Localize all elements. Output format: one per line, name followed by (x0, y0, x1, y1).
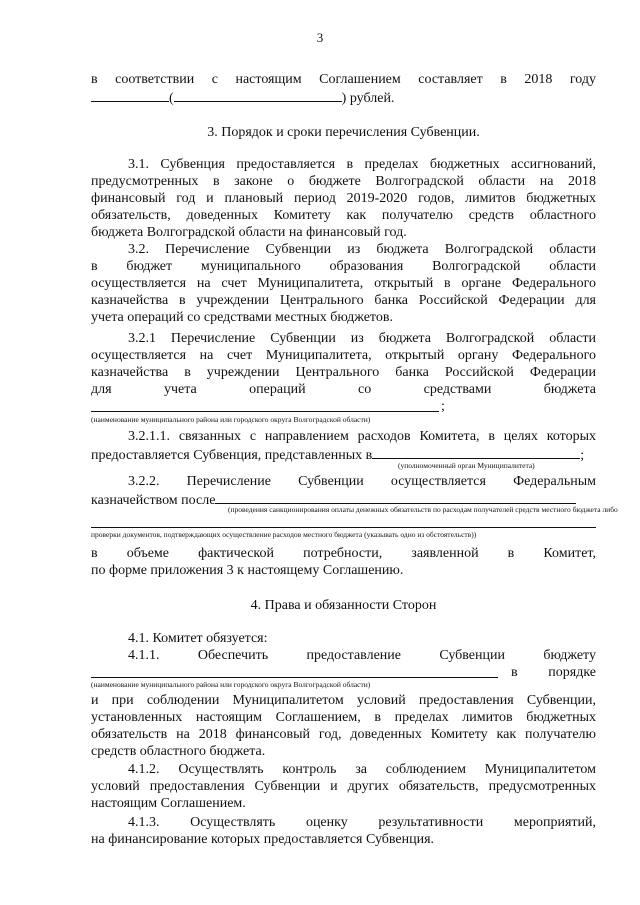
field-caption: (наименование муниципального района или городского округа Волгоградской области) (91, 415, 371, 424)
section-heading: 3. Порядок и сроки перечисления Субвенции. (207, 125, 480, 140)
paragraph-line: учета операций со средствами местных бюджетов. (91, 310, 393, 325)
paragraph-line: 4.1.2. Осуществлять контроль за соблюдением Муниципалитетом (128, 762, 596, 777)
paragraph-line: на финансирование которых предоставляется Субвенция. (91, 832, 435, 847)
paragraph-line: 3.2.1 Перечисление Субвенции из бюджета Волгоградской области (128, 331, 596, 346)
paragraph-line: осуществляется на счет Муниципалитета, открытый органу Федерального (91, 348, 596, 363)
field-caption: (уполномоченный орган Муниципалитета) (398, 461, 535, 470)
paragraph-line: 3.2.1.1. связанных с направлением расходов Комитета, в целях которых (128, 429, 596, 444)
paragraph-line: средств областного бюджета. (91, 744, 266, 759)
field-caption: проверки документов, подтверждающих осуществление расходов местного бюджета (указывать одно из обстоятельств)) (91, 530, 477, 539)
paragraph-line: 3.2. Перечисление Субвенции из бюджета Волгоградской области (128, 242, 596, 257)
fill-in-line (91, 411, 439, 412)
paragraph-line: 4.1.3. Осуществлять оценку результативности мероприятий, (128, 815, 596, 830)
semicolon: ; (441, 399, 445, 414)
field-caption: (проведения санкционирования оплаты денежных обязательств по расходам получателей средств местного бюджета либо (228, 505, 618, 514)
payment-condition-blank (215, 490, 576, 504)
paragraph-line: обязательств, доведенных Комитету как получателю средств областного (91, 208, 596, 223)
page-number: 3 (316, 30, 324, 45)
paragraph-line: для учета операций со средствами бюджета (91, 382, 596, 397)
fill-in-line (91, 677, 498, 678)
paragraph-line: казначейства в учреждении Центрального банка Российской Федерации (91, 365, 596, 380)
paragraph-line: 3.2.2. Перечисление Субвенции осуществляется Федеральным (128, 474, 596, 489)
paragraph-line: в объеме фактической потребности, заявленной в Комитет, (91, 546, 596, 561)
paragraph-line: в порядке (511, 665, 596, 680)
open-paren: ( (169, 91, 174, 106)
paragraph-line: 3.1. Субвенция предоставляется в пределах бюджетных ассигнований, (128, 157, 596, 172)
paragraph-line: настоящим Соглашением. (91, 796, 246, 811)
amount-words-blank (174, 88, 342, 102)
paragraph-text: предоставляется Субвенция, представленных в (91, 448, 373, 463)
semicolon: ; (580, 448, 585, 463)
intro-amount-line (91, 88, 596, 107)
paragraph-line: по форме приложения 3 к настоящему Соглашению. (91, 563, 404, 578)
paragraph-line: казначейства в учреждении Центрального банка Российской Федерации для (91, 293, 596, 308)
intro-line: в соответствии с настоящим Соглашением составляет в 2018 году (91, 72, 596, 87)
paragraph-line: предусмотренных в законе о бюджете Волгоградской области на 2018 (91, 174, 596, 189)
paragraph-line: осуществляется на счет Муниципалитета, открытый в органе Федерального (91, 276, 596, 291)
paragraph-line: обязательств на 2018 финансовый год, доведенных Комитету как получателю (91, 727, 596, 742)
paragraph-line: финансовый год и плановый период 2019-2020 годов, лимитов бюджетных (91, 191, 596, 206)
paragraph-line: в бюджет муниципального образования Волгоградской области (91, 259, 596, 274)
rubles-text: ) рублей. (341, 91, 395, 106)
amount-blank (91, 88, 169, 102)
paragraph-line: бюджета Волгоградской области на финансовый год. (91, 225, 407, 240)
authorized-body-blank (372, 445, 580, 459)
paragraph-line: 4.1.1. Обеспечить предоставление Субвенции бюджету (128, 648, 596, 663)
paragraph-line: и при соблюдении Муниципалитетом условий предоставления Субвенции, (91, 693, 596, 708)
section-heading: 4. Права и обязанности Сторон (250, 598, 437, 613)
paragraph-line: условий предоставления Субвенции и других обязательств, предусмотренных (91, 779, 596, 794)
fill-in-line (91, 527, 596, 528)
paragraph-text: казначейством после (91, 493, 216, 508)
field-caption: (наименование муниципального района или городского округа Волгоградской области) (91, 680, 371, 689)
paragraph-line: установленных настоящим Соглашением, в пределах лимитов бюджетных (91, 710, 596, 725)
paragraph-line: 4.1. Комитет обязуется: (128, 631, 268, 646)
